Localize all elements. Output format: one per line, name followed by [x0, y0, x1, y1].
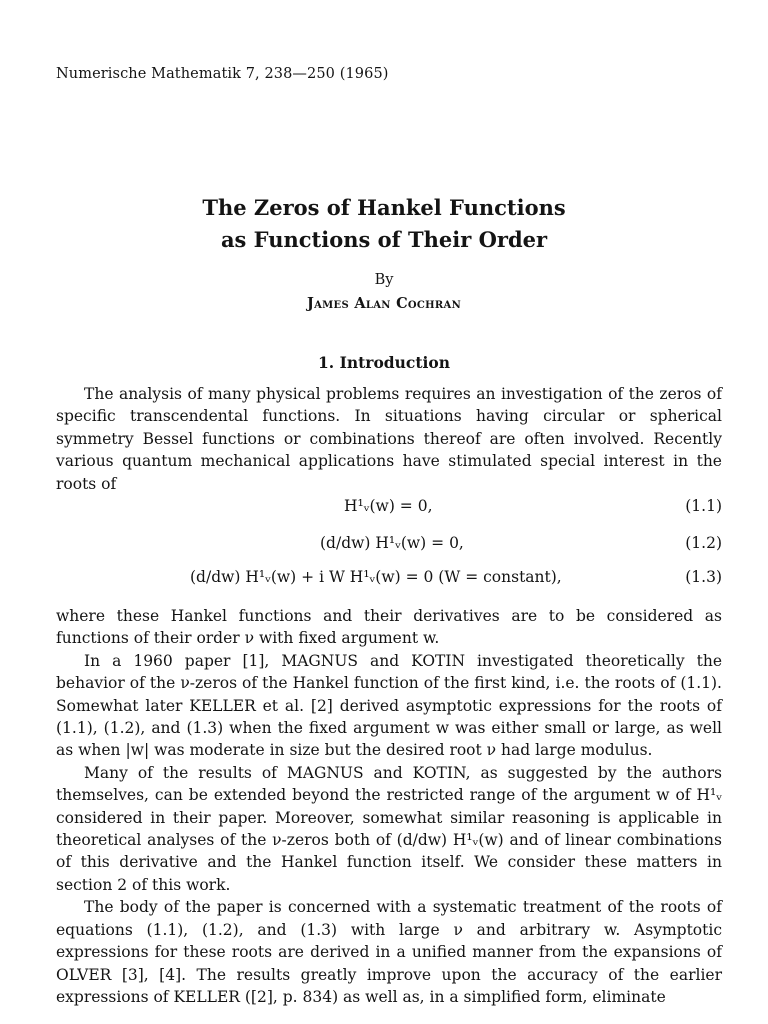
equation-expression: (d/dw) H¹ᵥ(w) + i W H¹ᵥ(w) = 0 (W = constant),	[190, 568, 562, 586]
equation-1-1	[56, 497, 722, 521]
paragraph-text: The body of the paper is concerned with a systematic treatment of the roots of equations (1.1), (1.2), and (1.3) with large ν and arbitrary w. Asymptotic expressions for these roots are derived in a unified manner from the expansions of OLVER [3], [4]. The results greatly improve upon the accuracy of the earlier expressions of KELLER ([2], p. 834) as well as, in a simplified form, eliminate	[56, 898, 722, 1006]
equation-1-2	[56, 534, 722, 558]
author-name: James Alan Cochran	[306, 295, 462, 312]
equation-number: (1.2)	[685, 534, 722, 552]
byline-label: By	[374, 272, 394, 288]
paper-title-line-1: The Zeros of Hankel Functions	[202, 195, 566, 220]
intro-paragraph-1	[56, 383, 722, 495]
section-heading: 1. Introduction	[318, 353, 450, 372]
equation-number: (1.1)	[685, 497, 722, 515]
equation-expression: H¹ᵥ(w) = 0,	[344, 497, 433, 515]
paper-title-line-2: as Functions of Their Order	[220, 227, 548, 252]
paragraph-text: where these Hankel functions and their derivatives are to be considered as functions of their order ν with fixed argument w.	[56, 607, 722, 648]
paragraph-text: In a 1960 paper [1], MAGNUS and KOTIN investigated theoretically the behavior of the ν-zeros of the Hankel function of the first kind, i.e. the roots of (1.1). Somewhat later KELLER et al. [2] derived asymptotic expressions for the roots of (1.1), (1.2), and (1.3) when the fixed argument w was either small or large, as well as when |w| was moderate in size but the desired root ν had large modulus.	[56, 651, 722, 760]
equation-expression: (d/dw) H¹ᵥ(w) = 0,	[320, 534, 464, 552]
paragraph-text: Many of the results of MAGNUS and KOTIN, as suggested by the authors themselves, can be extended beyond the restricted range of the argument w of H¹ᵥ considered in their paper. Moreover, somewhat similar reasoning is applicable in theoretical analyses of the ν-zeros both of (d/dw) H¹ᵥ(w) and of linear combinations of this derivative and the Hankel function itself. We consider these matters in section 2 of this work.	[56, 763, 722, 894]
equation-number: (1.3)	[685, 568, 722, 586]
journal-citation: Numerische Mathematik 7, 238—250 (1965)	[56, 66, 389, 82]
intro-paragraph-2	[56, 605, 722, 1008]
paragraph-text: The analysis of many physical problems requires an investigation of the zeros of specific transcendental functions. In situations having circular or spherical symmetry Bessel functions or combinations thereof are often involved. Recently various quantum mechanical applications have stimulated special interest in the roots of	[56, 385, 722, 493]
equation-1-3	[56, 568, 722, 592]
